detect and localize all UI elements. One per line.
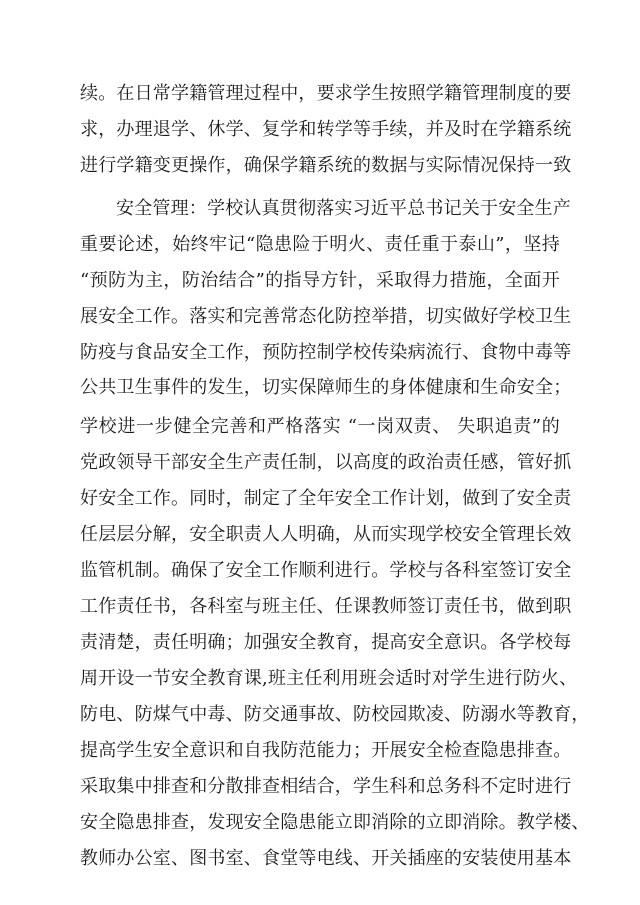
text-line: 续。在日常学籍管理过程中，要求学生按照学籍管理制度的要 — [80, 83, 572, 104]
text-line: 防疫与食品安全工作，预防控制学校传染病流行、食物中毒等 — [80, 342, 572, 363]
text-line: 提高学生安全意识和自我防范能力；开展安全检查隐患排查。 — [80, 740, 572, 761]
text-line: 任层层分解，安全职责人人明确，从而实现学校安全管理长效 — [80, 524, 572, 545]
text-line: 好安全工作。同时，制定了全年安全工作计划，做到了安全责 — [80, 488, 572, 509]
text-line: 公共卫生事件的发生，切实保障师生的身体健康和生命安全； — [80, 377, 572, 398]
text-line: “预防为主，防治结合”的指导方针，采取得力措施，全面开 — [80, 270, 560, 291]
text-line: 教师办公室、图书室、食堂等电线、开关插座的安装使用基本 — [80, 848, 572, 869]
text-line: 重要论述，始终牢记“隐患险于明火、责任重于泰山”，坚持 — [80, 234, 560, 255]
text-line: 采取集中排查和分散排查相结合，学生科和总务科不定时进行 — [80, 776, 572, 797]
text-line: 学校进一步健全完善和严格落实 “一岗双责、 失职追责”的 — [80, 416, 560, 437]
text-line: 工作责任书，各科室与班主任、任课教师签订责任书，做到职 — [80, 596, 572, 617]
text-line: 进行学籍变更操作，确保学籍系统的数据与实际情况保持一致 — [80, 155, 572, 176]
text-line: 安全隐患排查，发现安全隐患能立即消除的立即消除。教学楼、 — [80, 812, 590, 833]
text-line: 展安全工作。落实和完善常态化防控举措，切实做好学校卫生 — [80, 306, 572, 327]
text-line: 责清楚，责任明确；加强安全教育，提高安全意识。各学校每 — [80, 632, 572, 653]
text-line: 防电、防煤气中毒、防交通事故、防校园欺凌、防溺水等教育， — [80, 704, 590, 725]
text-line: 监管机制。确保了安全工作顺利进行。学校与各科室签订安全 — [80, 560, 572, 581]
text-line: 周开设一节安全教育课,班主任利用班会适时对学生进行防火、 — [80, 668, 578, 689]
text-line: 安全管理：学校认真贯彻落实习近平总书记关于安全生产 — [116, 198, 571, 219]
text-line: 党政领导干部安全生产责任制，以高度的政治责任感，管好抓 — [80, 452, 572, 473]
text-line: 求，办理退学、休学、复学和转学等手续，并及时在学籍系统 — [80, 119, 572, 140]
